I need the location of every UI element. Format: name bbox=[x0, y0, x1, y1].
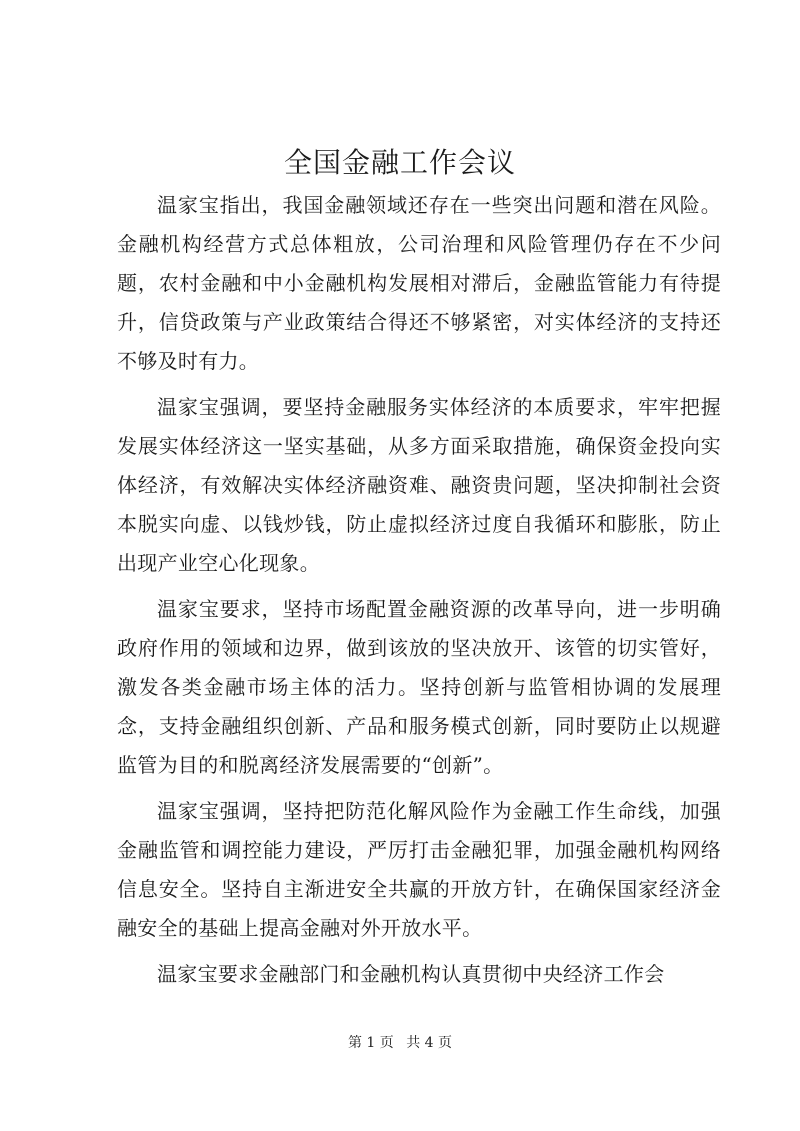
page-total: 共 4 页 bbox=[406, 1035, 453, 1051]
page-footer bbox=[0, 1033, 800, 1053]
paragraph-1: 温家宝指出，我国金融领域还存在一些突出问题和潜在风险。金融机构经营方式总体粗放，公司治理和风险管理仍存在不少问题，农村金融和中小金融机构发展相对滞后，金融监管能力有待提升，信贷政策与产业政策结合得还不够紧密，对实体经济的支持还不够及时有力。 bbox=[117, 193, 721, 373]
page-number: 第 1 页 bbox=[347, 1035, 394, 1051]
document-title: 全国金融工作会议 bbox=[283, 146, 516, 179]
document-body bbox=[117, 186, 721, 1001]
paragraph-5: 温家宝要求金融部门和金融机构认真贯彻中央经济工作会 bbox=[157, 962, 665, 986]
paragraph-4: 温家宝强调，坚持把防范化解风险作为金融工作生命线，加强金融监管和调控能力建设，严厉打击金融犯罪，加强金融机构网络信息安全。坚持自主渐进安全共赢的开放方针，在确保国家经济金融安全的基础上提高金融对外开放水平。 bbox=[117, 799, 721, 940]
paragraph-2: 温家宝强调，要坚持金融服务实体经济的本质要求，牢牢把握发展实体经济这一坚实基础，从多方面采取措施，确保资金投向实体经济，有效解决实体经济融资难、融资贵问题，坚决抑制社会资本脱实向虚、以钱炒钱，防止虚拟经济过度自我循环和膨胀，防止出现产业空心化现象。 bbox=[117, 395, 721, 575]
paragraph-3: 温家宝要求，坚持市场配置金融资源的改革导向，进一步明确政府作用的领域和边界，做到该放的坚决放开、该管的切实管好，激发各类金融市场主体的活力。坚持创新与监管相协调的发展理念，支持金融组织创新、产品和服务模式创新，同时要防止以规避监管为目的和脱离经济发展需要的“创新”。 bbox=[117, 597, 721, 777]
